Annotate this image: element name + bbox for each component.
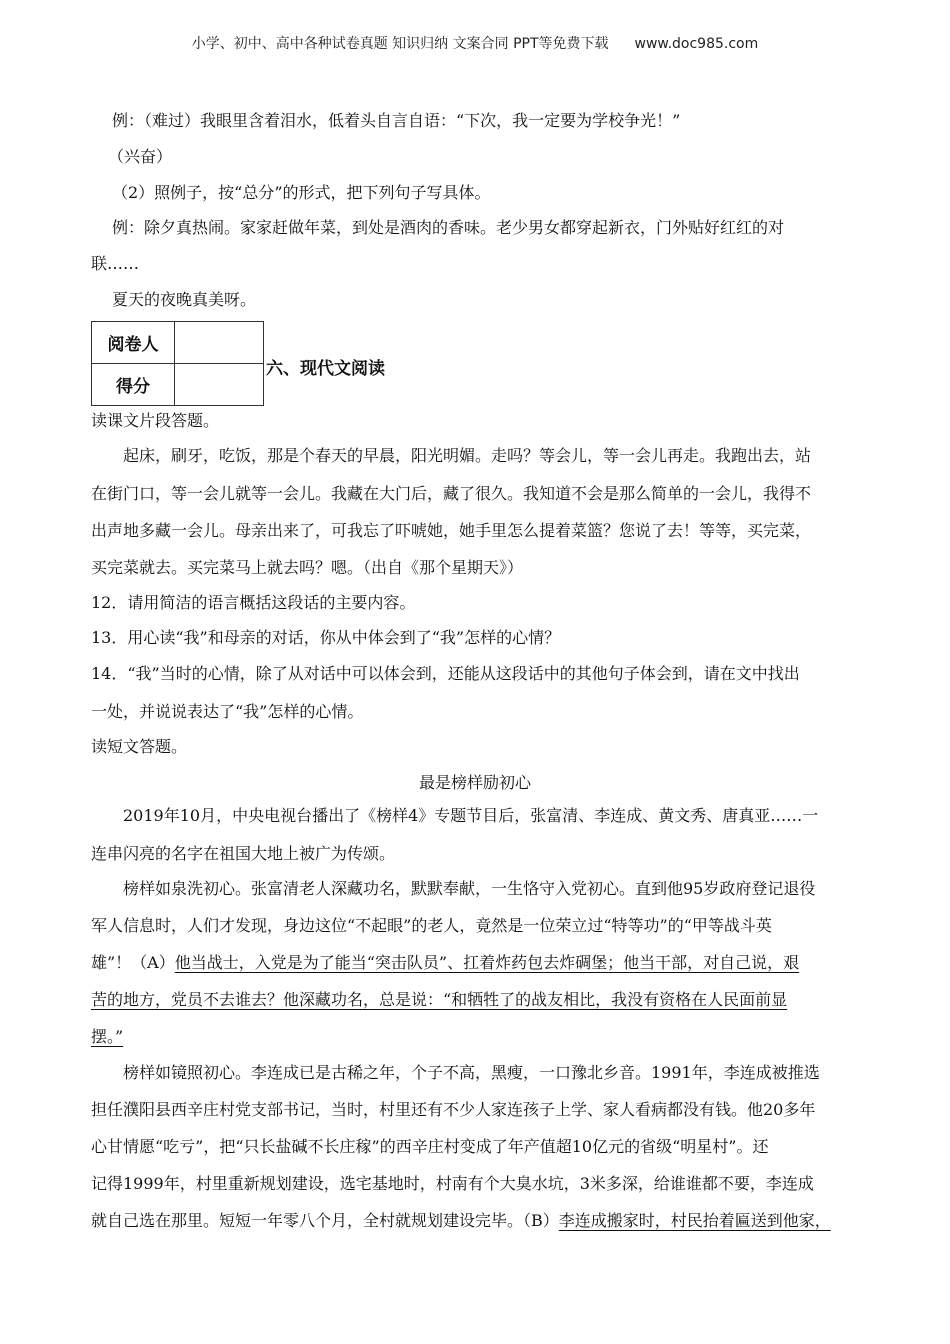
- article-paragraph-line: [91, 952, 799, 974]
- header-url[interactable]: www.doc985.com: [634, 36, 759, 52]
- question-13: 13．用心读“我”和母亲的对话，你从中体会到了“我”怎样的心情？: [91, 628, 561, 647]
- question-14-line1: 14．“我”当时的心情，除了从对话中可以体会到，还能从这段话中的其他句子体会到，请在文中找出: [91, 664, 800, 683]
- page-header: [0, 34, 950, 54]
- marker-a-text: 雄”！（A）: [91, 953, 175, 972]
- question-2: （2）照例子，按“总分”的形式，把下列句子写具体。: [112, 183, 491, 202]
- question-12: 12．请用简洁的语言概括这段话的主要内容。: [91, 593, 416, 612]
- article-paragraph-line: 心甘情愿“吃亏”，把“只长盐碱不长庄稼”的西辛庄村变成了年产值超10亿元的省级“明星村”。还: [91, 1137, 769, 1156]
- underlined-sentence-b: 李连成搬家时，村民抬着匾送到他家，: [558, 1211, 831, 1230]
- underlined-sentence-a: 摆。”: [91, 1027, 124, 1046]
- grader-label: 阅卷人: [92, 322, 175, 364]
- underlined-sentence-a: 他当战士，入党是为了能当“突击队员”、扛着炸药包去炸碉堡；他当干部，对自己说，艰: [174, 953, 800, 972]
- article-title: 最是榜样励初心: [418, 773, 531, 792]
- article-paragraph-line: 连串闪亮的名字在祖国大地上被广为传颂。: [91, 844, 396, 863]
- passage-line: 出声地多藏一会儿。母亲出来了，可我忘了吓唬她，她手里怎么提着菜篮？您说了去！等等，买完菜，: [91, 521, 812, 540]
- article-paragraph-line: 担任濮阳县西辛庄村党支部书记，当时，村里还有不少人家连孩子上学、家人看病都没有钱。他20多年: [91, 1100, 816, 1119]
- instruction-read-article: 读短文答题。: [91, 737, 188, 756]
- example-sentence-2-line2: 联……: [91, 254, 140, 273]
- score-label: 得分: [92, 364, 175, 406]
- prompt-excited: （兴奋）: [108, 147, 173, 166]
- grader-field[interactable]: [175, 322, 264, 364]
- prompt-summer-night: 夏天的夜晚真美呀。: [112, 290, 257, 309]
- passage-line: 起床，刷牙，吃饭，那是个春天的早晨，阳光明媚。走吗？等会儿，等一会儿再走。我跑出去，站: [123, 446, 812, 465]
- article-paragraph-line: 榜样如泉洗初心。张富清老人深藏功名，默默奉献，一生恪守入党初心。直到他95岁政府登记退役: [123, 879, 816, 898]
- article-paragraph-line: 军人信息时，人们才发现，身边这位“不起眼”的老人，竟然是一位荣立过“特等功”的“甲等战斗英: [91, 916, 772, 935]
- marker-b-text: 就自己选在那里。短短一年零八个月，全村就规划建设完毕。（B）: [91, 1211, 559, 1230]
- passage-line: 在街门口，等一会儿就等一会儿。我藏在大门后，藏了很久。我知道不会是那么简单的一会儿，我得不: [91, 484, 812, 503]
- article-paragraph-line: 2019年10月，中央电视台播出了《榜样4》专题节目后，张富清、李连成、黄文秀、唐真亚……一: [123, 806, 819, 825]
- question-14-line2: 一处，并说说表达了“我”怎样的心情。: [91, 702, 364, 721]
- section-title: 六、现代文阅读: [266, 359, 385, 379]
- example-sentence-1: 例：（难过）我眼里含着泪水，低着头自言自语：“下次，我一定要为学校争光！”: [112, 111, 681, 130]
- article-paragraph-line: 榜样如镜照初心。李连成已是古稀之年，个子不高，黑瘦，一口豫北乡音。1991年，李连成被推选: [123, 1063, 820, 1082]
- grader-table: [91, 321, 264, 406]
- passage-line: 买完菜就去。买完菜马上就去吗？嗯。（出自《那个星期天》）: [91, 558, 524, 577]
- article-paragraph-line: 记得1999年，村里重新规划建设，选宅基地时，村南有个大臭水坑，3米多深，给谁谁都不要，李连成: [91, 1174, 814, 1193]
- underlined-sentence-a: 苦的地方，党员不去谁去？他深藏功名，总是说：“和牺牲了的战友相比，我没有资格在人民面前显: [91, 990, 788, 1009]
- header-text: 小学、初中、高中各种试卷真题 知识归纳 文案合同 PPT等免费下载: [191, 36, 609, 52]
- example-sentence-2-line1: 例：除夕真热闹。家家赶做年菜，到处是酒肉的香味。老少男女都穿起新衣，门外贴好红红的对: [112, 218, 785, 237]
- instruction-read-excerpt: 读课文片段答题。: [91, 411, 220, 430]
- article-paragraph-line: [91, 1210, 831, 1232]
- score-field[interactable]: [175, 364, 264, 406]
